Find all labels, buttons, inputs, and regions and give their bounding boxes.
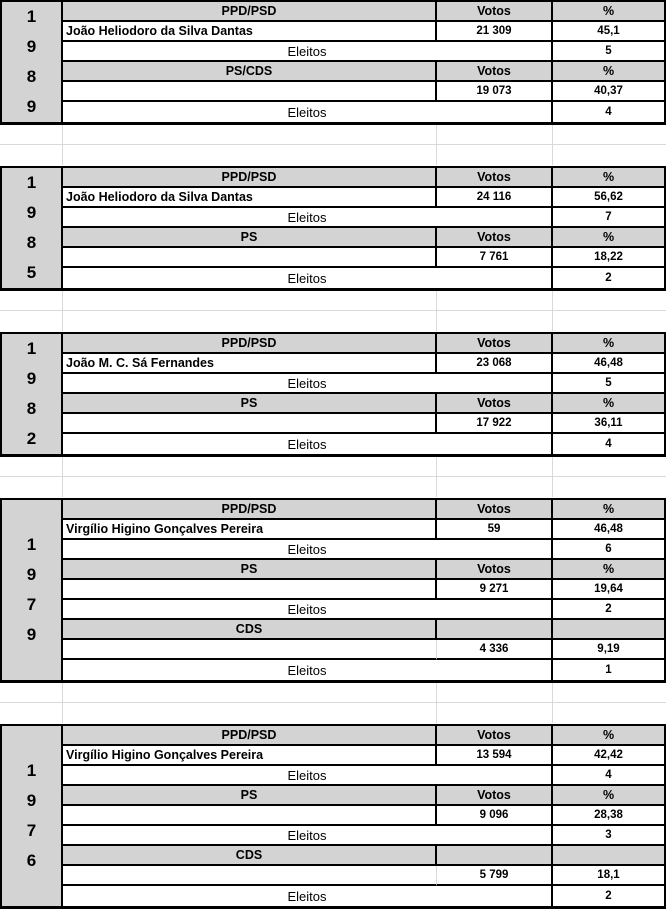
party-header-cell: PPD/PSD xyxy=(63,168,437,188)
year-digit: 1 xyxy=(26,535,37,554)
gridline-cell xyxy=(0,683,63,703)
percent-value-cell: 46,48 xyxy=(553,520,664,540)
spreadsheet-empty-rows xyxy=(0,125,666,166)
gridline-cell xyxy=(437,477,553,497)
gridline-cell xyxy=(63,291,437,311)
year-digit: 7 xyxy=(26,821,37,840)
gridline-cell xyxy=(63,477,437,497)
candidate-cell: João M. C. Sá Fernandes xyxy=(63,354,437,374)
gridline-cell xyxy=(437,311,553,331)
eleitos-count-cell: 6 xyxy=(553,540,664,560)
year-cell xyxy=(2,334,63,454)
year-digit: 9 xyxy=(26,203,37,222)
party-header-cell: PS xyxy=(63,228,437,248)
candidate-cell xyxy=(63,640,437,660)
gridline-cell xyxy=(0,477,63,497)
eleitos-count-cell: 2 xyxy=(553,600,664,620)
gridline-cell xyxy=(63,457,437,477)
gridline-cell xyxy=(63,703,437,723)
gridline-cell xyxy=(553,703,666,723)
votos-header-cell: Votos xyxy=(437,62,553,82)
votos-header-cell: Votos xyxy=(437,168,553,188)
votos-header-cell: Votos xyxy=(437,228,553,248)
gridline-cell xyxy=(63,311,437,331)
votes-value-cell: 23 068 xyxy=(437,354,553,374)
gridline-cell xyxy=(0,125,63,145)
spreadsheet-empty-rows xyxy=(0,457,666,498)
eleitos-count-cell: 4 xyxy=(553,766,664,786)
year-digit: 9 xyxy=(26,565,37,584)
party-header-cell: PS/CDS xyxy=(63,62,437,82)
percent-value-cell: 46,48 xyxy=(553,354,664,374)
gridline-cell xyxy=(0,145,63,165)
gridline-cell xyxy=(437,291,553,311)
year-digit: 8 xyxy=(26,399,37,418)
percent-header-cell: % xyxy=(553,726,664,746)
party-header-cell: CDS xyxy=(63,846,437,866)
percent-value-cell: 42,42 xyxy=(553,746,664,766)
gridline-cell xyxy=(553,683,666,703)
votos-header-cell: Votos xyxy=(437,726,553,746)
gridline-cell xyxy=(0,457,63,477)
gridline-cell xyxy=(437,145,553,165)
gridline-cell xyxy=(553,145,666,165)
eleitos-label-cell: Eleitos xyxy=(63,660,553,680)
gridline-cell xyxy=(0,703,63,723)
eleitos-count-cell: 4 xyxy=(605,106,612,118)
percent-header-cell: % xyxy=(553,62,664,82)
votes-value-cell: 24 116 xyxy=(437,188,553,208)
eleitos-label-cell: Eleitos xyxy=(63,600,553,620)
gridline-cell xyxy=(63,125,437,145)
gridline-cell xyxy=(553,291,666,311)
party-header-cell: CDS xyxy=(63,620,437,640)
eleitos-label-cell: Eleitos xyxy=(63,886,553,906)
party-header-cell: PS xyxy=(63,786,437,806)
eleitos-label-cell: Eleitos xyxy=(63,208,553,228)
percent-header-cell: % xyxy=(553,560,664,580)
gridline-cell xyxy=(553,311,666,331)
year-digit: 9 xyxy=(26,97,37,116)
eleitos-count-cell: 1 xyxy=(605,664,612,676)
votos-header-cell: Votos xyxy=(437,560,553,580)
year-block-1979 xyxy=(0,498,666,683)
party-header-cell: PPD/PSD xyxy=(63,726,437,746)
party-header-cell: PS xyxy=(63,394,437,414)
year-digit: 7 xyxy=(26,595,37,614)
gridline-cell xyxy=(437,703,553,723)
year-digit: 8 xyxy=(26,233,37,252)
percent-header-cell xyxy=(553,846,664,866)
gridline-cell xyxy=(63,145,437,165)
votos-header-cell: Votos xyxy=(437,500,553,520)
percent-header-cell: % xyxy=(553,2,664,22)
year-digit: 2 xyxy=(26,429,37,448)
gridline-cell xyxy=(63,683,437,703)
eleitos-count-cell: 5 xyxy=(553,42,664,62)
eleitos-label-cell: Eleitos xyxy=(63,268,553,288)
eleitos-count-cell: 3 xyxy=(553,826,664,846)
votes-value-cell: 7 761 xyxy=(437,248,553,268)
gridline-cell xyxy=(0,291,63,311)
spreadsheet-empty-rows xyxy=(0,683,666,724)
candidate-cell: Virgílio Higino Gonçalves Pereira xyxy=(63,520,437,540)
year-digit: 1 xyxy=(26,173,37,192)
candidate-cell xyxy=(63,248,437,268)
eleitos-label-cell: Eleitos xyxy=(63,540,553,560)
votes-value-cell: 9 096 xyxy=(437,806,553,826)
gridline-cell xyxy=(553,125,666,145)
eleitos-count-cell: 7 xyxy=(553,208,664,228)
percent-header-cell xyxy=(553,620,664,640)
votos-header-cell xyxy=(437,620,553,640)
percent-value-cell: 40,37 xyxy=(553,82,664,102)
eleitos-count-cell: 4 xyxy=(605,438,612,450)
percent-header-cell: % xyxy=(553,228,664,248)
votes-value-cell: 9 271 xyxy=(437,580,553,600)
year-block-1982 xyxy=(0,332,666,457)
percent-value-cell: 18,1 xyxy=(553,866,664,886)
candidate-cell xyxy=(63,580,437,600)
candidate-cell xyxy=(63,82,437,102)
year-block-1989 xyxy=(0,0,666,125)
eleitos-count-cell: 2 xyxy=(605,890,612,902)
percent-header-cell: % xyxy=(553,168,664,188)
votes-value-cell: 13 594 xyxy=(437,746,553,766)
year-digit: 1 xyxy=(26,7,37,26)
party-header-cell: PPD/PSD xyxy=(63,2,437,22)
votos-header-cell: Votos xyxy=(437,394,553,414)
percent-value-cell: 9,19 xyxy=(553,640,664,660)
year-cell xyxy=(2,500,63,680)
candidate-cell xyxy=(63,866,437,886)
eleitos-label-cell: Eleitos xyxy=(63,102,553,122)
percent-header-cell: % xyxy=(553,334,664,354)
year-digit: 6 xyxy=(26,851,37,870)
spreadsheet-empty-rows xyxy=(0,291,666,332)
candidate-cell xyxy=(63,414,437,434)
year-digit: 8 xyxy=(26,67,37,86)
percent-value-cell: 19,64 xyxy=(553,580,664,600)
candidate-cell: Virgílio Higino Gonçalves Pereira xyxy=(63,746,437,766)
gridline-cell xyxy=(437,125,553,145)
year-digit: 9 xyxy=(26,625,37,644)
votes-value-cell: 17 922 xyxy=(437,414,553,434)
votes-value-cell: 21 309 xyxy=(437,22,553,42)
year-block-1985 xyxy=(0,166,666,291)
votes-value-cell: 5 799 xyxy=(437,866,553,886)
percent-value-cell: 36,11 xyxy=(553,414,664,434)
votos-header-cell: Votos xyxy=(437,2,553,22)
eleitos-label-cell: Eleitos xyxy=(63,826,553,846)
votos-header-cell: Votos xyxy=(437,786,553,806)
candidate-cell xyxy=(63,806,437,826)
percent-value-cell: 18,22 xyxy=(553,248,664,268)
year-digit: 5 xyxy=(26,263,37,282)
percent-value-cell: 45,1 xyxy=(553,22,664,42)
percent-header-cell: % xyxy=(553,500,664,520)
year-digit: 1 xyxy=(26,339,37,358)
eleitos-label-cell: Eleitos xyxy=(63,766,553,786)
year-cell xyxy=(2,2,63,122)
year-cell xyxy=(2,168,63,288)
party-header-cell: PPD/PSD xyxy=(63,334,437,354)
gridline-cell xyxy=(437,683,553,703)
eleitos-label-cell: Eleitos xyxy=(63,42,553,62)
party-header-cell: PPD/PSD xyxy=(63,500,437,520)
percent-header-cell: % xyxy=(553,786,664,806)
party-header-cell: PS xyxy=(63,560,437,580)
gridline-cell xyxy=(553,477,666,497)
year-digit: 9 xyxy=(26,791,37,810)
percent-value-cell: 28,38 xyxy=(553,806,664,826)
votes-value-cell: 4 336 xyxy=(437,640,553,660)
year-digit: 9 xyxy=(26,369,37,388)
gridline-cell xyxy=(437,457,553,477)
votes-value-cell: 19 073 xyxy=(437,82,553,102)
gridline-cell xyxy=(0,311,63,331)
gridline-cell xyxy=(553,457,666,477)
year-cell xyxy=(2,726,63,906)
votos-header-cell xyxy=(437,846,553,866)
percent-value-cell: 56,62 xyxy=(553,188,664,208)
votes-value-cell: 59 xyxy=(437,520,553,540)
candidate-cell: João Heliodoro da Silva Dantas xyxy=(63,22,437,42)
eleitos-label-cell: Eleitos xyxy=(63,374,553,394)
votos-header-cell: Votos xyxy=(437,334,553,354)
year-digit: 1 xyxy=(26,761,37,780)
candidate-cell: João Heliodoro da Silva Dantas xyxy=(63,188,437,208)
percent-header-cell: % xyxy=(553,394,664,414)
eleitos-count-cell: 5 xyxy=(553,374,664,394)
year-block-1976 xyxy=(0,724,666,909)
year-digit: 9 xyxy=(26,37,37,56)
eleitos-count-cell: 2 xyxy=(605,272,612,284)
eleitos-label-cell: Eleitos xyxy=(63,434,553,454)
